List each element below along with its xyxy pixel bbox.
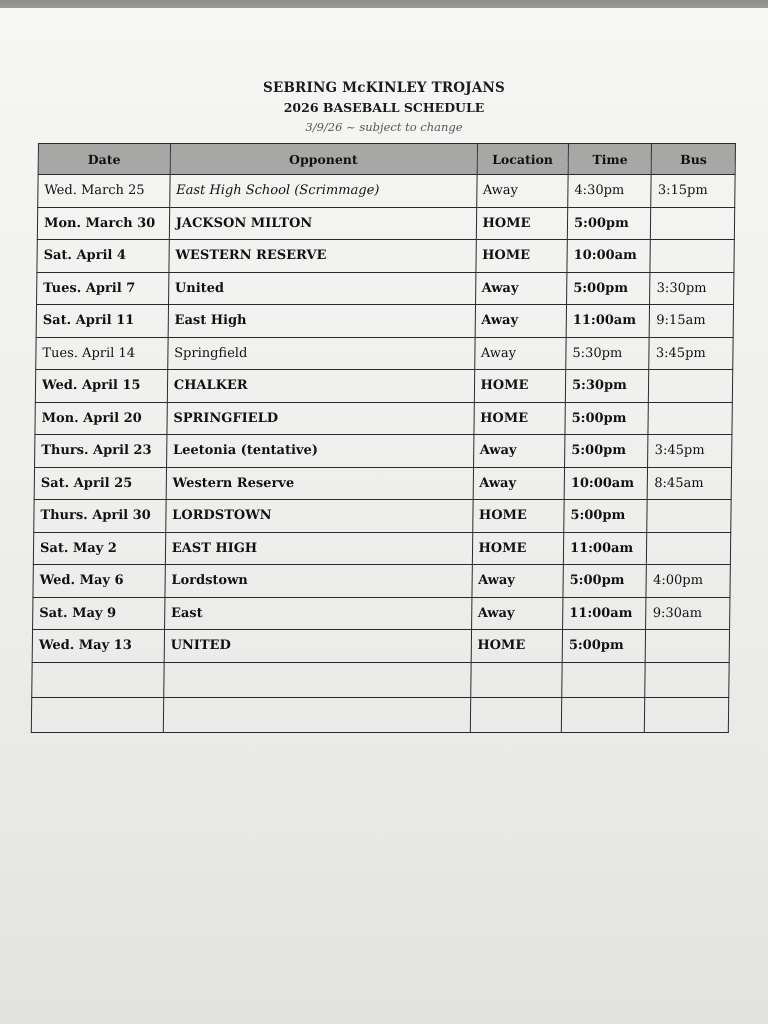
bus-cell — [647, 532, 731, 565]
date-cell: Wed. April 15 — [35, 370, 167, 403]
bus-cell — [647, 500, 731, 533]
time-cell — [561, 697, 645, 732]
bus-cell — [648, 402, 732, 435]
location-cell: Away — [475, 272, 567, 305]
table-row — [34, 467, 731, 500]
date-cell: Sat. May 9 — [33, 597, 165, 630]
time-cell: 10:00am — [564, 467, 648, 500]
location-cell: HOME — [473, 402, 565, 435]
time-cell: 5:00pm — [562, 630, 646, 663]
location-cell: Away — [474, 337, 566, 370]
team-name: SEBRING McKINLEY TROJANS — [263, 80, 505, 96]
opponent-cell: LORDSTOWN — [165, 500, 472, 533]
table-row — [35, 370, 732, 403]
opponent-cell: East High School (Scrimmage) — [169, 175, 476, 208]
location-cell: HOME — [471, 630, 563, 663]
bus-cell — [649, 370, 733, 403]
date-cell: Wed. May 6 — [33, 565, 165, 598]
location-cell: HOME — [476, 207, 568, 240]
column-header-time: Time — [568, 144, 652, 175]
table-row — [35, 402, 732, 435]
table-row — [34, 500, 731, 533]
location-cell: Away — [473, 467, 565, 500]
header-row — [38, 144, 735, 175]
opponent-cell — [163, 662, 470, 697]
bus-cell: 4:00pm — [646, 565, 730, 598]
date-cell: Wed. May 13 — [32, 630, 164, 663]
column-header-date: Date — [38, 144, 170, 175]
opponent-cell: CHALKER — [167, 370, 474, 403]
time-cell: 10:00am — [567, 240, 651, 273]
table-row — [37, 240, 734, 273]
bus-cell: 9:15am — [650, 305, 734, 338]
schedule-subtitle: 3/9/26 ~ subject to change — [305, 120, 463, 134]
date-cell: Sat. May 2 — [33, 532, 165, 565]
location-cell — [470, 697, 562, 732]
time-cell: 5:00pm — [563, 565, 647, 598]
time-cell: 11:00am — [563, 597, 647, 630]
date-cell: Wed. March 25 — [38, 175, 170, 208]
bus-cell: 9:30am — [646, 597, 730, 630]
time-cell: 5:00pm — [565, 402, 649, 435]
time-cell: 11:00am — [563, 532, 647, 565]
time-cell: 4:30pm — [568, 175, 652, 208]
time-cell: 5:30pm — [566, 337, 650, 370]
date-cell — [32, 662, 164, 697]
opponent-cell: WESTERN RESERVE — [169, 240, 476, 273]
opponent-cell: East — [164, 597, 471, 630]
location-cell: HOME — [474, 370, 566, 403]
date-cell: Sat. April 4 — [37, 240, 169, 273]
table-row — [33, 597, 730, 630]
table-row — [33, 565, 730, 598]
table-row — [36, 305, 733, 338]
time-cell: 5:00pm — [567, 272, 651, 305]
table-row — [36, 337, 733, 370]
time-cell: 5:00pm — [567, 207, 651, 240]
time-cell: 5:00pm — [564, 500, 648, 533]
schedule-title: 2026 BASEBALL SCHEDULE — [283, 100, 485, 115]
date-cell: Thurs. April 30 — [34, 500, 166, 533]
schedule-table — [31, 143, 736, 733]
location-cell — [470, 662, 562, 697]
date-cell: Sat. April 25 — [34, 467, 166, 500]
time-cell — [562, 662, 646, 697]
date-cell: Mon. March 30 — [37, 207, 169, 240]
location-cell: HOME — [475, 240, 567, 273]
date-cell: Thurs. April 23 — [35, 435, 167, 468]
bus-cell: 3:45pm — [648, 435, 732, 468]
bus-cell — [646, 630, 730, 663]
time-cell: 5:00pm — [565, 435, 649, 468]
location-cell: Away — [473, 435, 565, 468]
table-row-empty — [31, 697, 728, 732]
bus-cell: 8:45am — [648, 467, 732, 500]
opponent-cell: East High — [168, 305, 475, 338]
opponent-cell — [163, 697, 470, 732]
location-cell: HOME — [472, 532, 564, 565]
time-cell: 5:30pm — [565, 370, 649, 403]
opponent-cell: Springfield — [167, 337, 474, 370]
bus-cell — [651, 207, 735, 240]
bus-cell: 3:30pm — [650, 272, 734, 305]
bus-cell — [645, 662, 729, 697]
opponent-cell: SPRINGFIELD — [167, 402, 474, 435]
table-row — [37, 207, 734, 240]
bus-cell: 3:15pm — [651, 175, 735, 208]
opponent-cell: Leetonia (tentative) — [166, 435, 473, 468]
bus-cell — [650, 240, 734, 273]
location-cell: Away — [471, 565, 563, 598]
location-cell: Away — [476, 175, 568, 208]
opponent-cell: United — [168, 272, 475, 305]
location-cell: HOME — [472, 500, 564, 533]
date-cell: Tues. April 14 — [36, 337, 168, 370]
column-header-opponent: Opponent — [170, 144, 477, 175]
table-row — [38, 175, 735, 208]
bus-cell — [645, 697, 729, 732]
time-cell: 11:00am — [566, 305, 650, 338]
opponent-cell: UNITED — [164, 630, 471, 663]
date-cell — [31, 697, 163, 732]
location-cell: Away — [471, 597, 563, 630]
table-row — [32, 630, 729, 663]
column-header-location: Location — [477, 144, 569, 175]
opponent-cell: Lordstown — [165, 565, 472, 598]
table-row — [37, 272, 734, 305]
bus-cell: 3:45pm — [649, 337, 733, 370]
opponent-cell: EAST HIGH — [165, 532, 472, 565]
table-row-empty — [32, 662, 729, 697]
date-cell: Tues. April 7 — [37, 272, 169, 305]
table-row — [33, 532, 730, 565]
opponent-cell: JACKSON MILTON — [169, 207, 476, 240]
date-cell: Mon. April 20 — [35, 402, 167, 435]
location-cell: Away — [475, 305, 567, 338]
opponent-cell: Western Reserve — [166, 467, 473, 500]
table-row — [35, 435, 732, 468]
date-cell: Sat. April 11 — [36, 305, 168, 338]
column-header-bus: Bus — [652, 144, 736, 175]
